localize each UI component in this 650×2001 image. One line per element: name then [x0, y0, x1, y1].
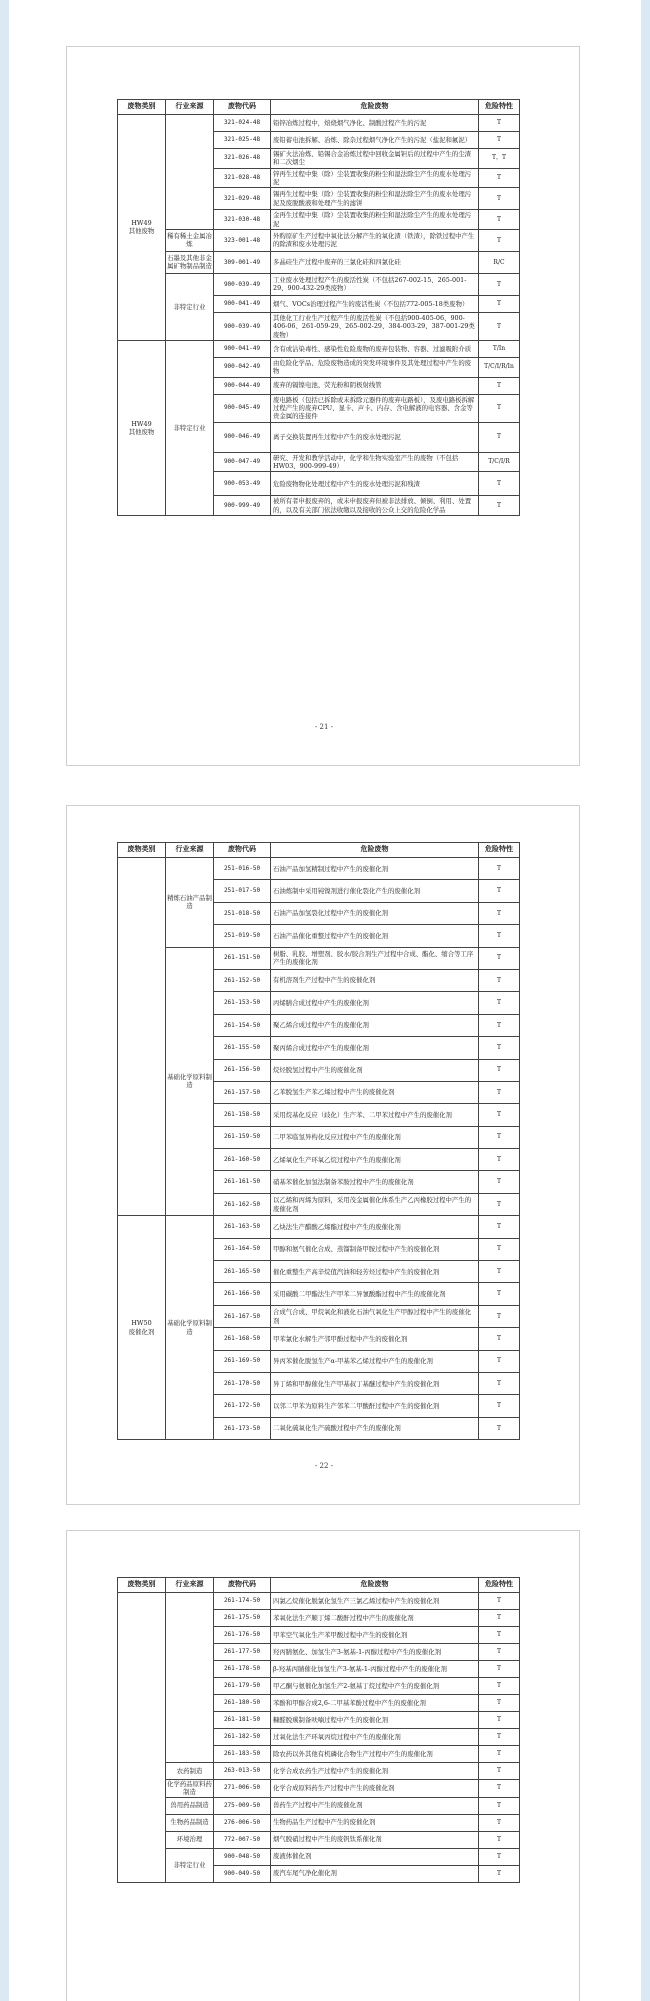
- waste-description: 工业废水处理过程产生的废活性炭（不包括267-002-15、265-001-29、900-432-29类废物）: [271, 273, 479, 295]
- table-row: [118, 947, 520, 969]
- waste-code: 261-183-50: [214, 1746, 271, 1763]
- hazard-property: T: [479, 210, 520, 230]
- table-row: [118, 229, 520, 251]
- source-cell: 基础化学原料制造: [166, 1216, 214, 1440]
- hazard-property: T: [479, 858, 520, 880]
- column-header: 行业来源: [166, 100, 214, 115]
- waste-description: 过氧化法生产环氧丙烷过程中产生的废催化剂: [271, 1729, 479, 1746]
- waste-code: 261-151-50: [214, 947, 271, 969]
- hazard-property: T: [479, 168, 520, 188]
- waste-code: 261-155-50: [214, 1037, 271, 1059]
- column-header: 危险特性: [479, 1578, 520, 1593]
- hazard-property: T: [479, 1081, 520, 1103]
- hazard-property: T: [479, 1037, 520, 1059]
- waste-description: 丙烯腈合成过程中产生的废催化剂: [271, 992, 479, 1014]
- hazard-property: T: [479, 1695, 520, 1712]
- document-page-21: [66, 46, 580, 766]
- source-cell: 精炼石油产品制造: [166, 858, 214, 948]
- waste-description: 含有或沾染毒性、感染性危险废物的废弃包装物、容器、过滤吸附介质: [271, 340, 479, 357]
- waste-code: 261-159-50: [214, 1126, 271, 1148]
- waste-description: 树脂、乳胶、增塑剂、胶水/胶合剂生产过程中合成、酯化、缩合等工序产生的废催化剂: [271, 947, 479, 969]
- waste-code: 900-042-49: [214, 357, 271, 377]
- hazard-property: T: [479, 902, 520, 924]
- waste-description: 生物药品生产过程中产生的废催化剂: [271, 1814, 479, 1831]
- hazard-property: T: [479, 1372, 520, 1394]
- category-cell: HW50 废催化剂: [118, 1216, 166, 1440]
- hazard-property: T: [479, 1171, 520, 1193]
- source-cell: 环境治理: [166, 1831, 214, 1848]
- hazard-property: T: [479, 1627, 520, 1644]
- waste-description: 化学合成原料药生产过程中产生的废催化剂: [271, 1780, 479, 1798]
- waste-description: 以乙烯和丙烯为原料，采用茂金属催化体系生产乙丙橡胶过程中产生的废催化剂: [271, 1193, 479, 1215]
- hazard-property: T: [479, 496, 520, 516]
- waste-description: 糠醛脱羰制备呋喃过程中产生的废催化剂: [271, 1712, 479, 1729]
- waste-description: 化学合成农药生产过程中产生的废催化剂: [271, 1763, 479, 1780]
- waste-code: 261-168-50: [214, 1328, 271, 1350]
- hazard-property: T: [479, 1283, 520, 1305]
- table-row: [118, 251, 520, 273]
- waste-code: 261-176-50: [214, 1627, 271, 1644]
- waste-code: 261-152-50: [214, 969, 271, 991]
- waste-code: 261-170-50: [214, 1372, 271, 1394]
- hazard-property: T: [479, 1865, 520, 1882]
- hazard-property: T: [479, 1593, 520, 1610]
- waste-description: 采用烷基化反应（歧化）生产苯、二甲苯过程中产生的废催化剂: [271, 1104, 479, 1126]
- waste-code: 323-001-48: [214, 229, 271, 251]
- waste-code: 900-049-50: [214, 1865, 271, 1882]
- hazard-property: T: [479, 1661, 520, 1678]
- waste-description: 乙炔法生产醋酸乙烯酯过程中产生的废催化剂: [271, 1216, 479, 1238]
- waste-code: 261-163-50: [214, 1216, 271, 1238]
- hazard-property: T: [479, 1395, 520, 1417]
- table-row: [118, 1593, 520, 1610]
- waste-description: 多晶硅生产过程中废弃的三氯化硅和四氯化硅: [271, 251, 479, 273]
- waste-description: 金再生过程中集（除）尘装置收集的粉尘和湿法除尘产生的废水处理污泥: [271, 210, 479, 230]
- waste-description: 乙烯氧化生产环氧乙烷过程中产生的废催化剂: [271, 1149, 479, 1171]
- waste-description: 由危险化学品、危险废物造成的突发环境事件及其处理过程中产生的废物: [271, 357, 479, 377]
- hazard-property: T: [479, 472, 520, 496]
- waste-description: 锡矿火法冶炼、铅锡合金冶炼过程中回收金属钽后的过程中产生的尘渣和二次烟尘: [271, 149, 479, 169]
- waste-description: 甲乙酮与氨催化加氢生产2-氨基丁烷过程中产生的废催化剂: [271, 1678, 479, 1695]
- waste-description: 铅锌冶炼过程中，焙烧烟气净化、制酸过程产生的污泥: [271, 115, 479, 132]
- waste-code: 261-177-50: [214, 1644, 271, 1661]
- table-row: [118, 1780, 520, 1798]
- hazard-property: T: [479, 295, 520, 312]
- hazard-property: T: [479, 273, 520, 295]
- waste-code: 263-013-50: [214, 1763, 271, 1780]
- waste-description: 研究、开发和教学活动中，化学和生物实验室产生的废物（不包括HW03、900-999-49）: [271, 452, 479, 472]
- waste-code: 261-174-50: [214, 1593, 271, 1610]
- source-cell: 化学药品原料药制造: [167, 1780, 212, 1797]
- hazardous-waste-table: [117, 99, 520, 516]
- waste-code: 900-045-49: [214, 394, 271, 422]
- hazard-property: T: [479, 1848, 520, 1865]
- column-header: 废物类别: [118, 1578, 166, 1593]
- waste-code: 261-178-50: [214, 1661, 271, 1678]
- column-header: 危险废物: [271, 1578, 479, 1593]
- waste-description: 苯酚和甲醇合成2,6-二甲基苯酚过程中产生的废催化剂: [271, 1695, 479, 1712]
- waste-description: 异丁烯和甲醇催化生产甲基叔丁基醚过程中产生的废催化剂: [271, 1372, 479, 1394]
- waste-code: 772-007-50: [214, 1831, 271, 1848]
- waste-description: 采用碳酸二甲酯法生产甲苯二异氰酸酯过程中产生的废催化剂: [271, 1283, 479, 1305]
- waste-code: 261-161-50: [214, 1171, 271, 1193]
- waste-description: 烟气、VOCs治理过程产生的废活性炭（不包括772-005-18类废物）: [271, 295, 479, 312]
- waste-code: 900-039-49: [214, 273, 271, 295]
- hazard-property: T: [479, 1350, 520, 1372]
- column-header: 废物类别: [118, 100, 166, 115]
- hazard-property: T: [479, 1797, 520, 1814]
- waste-code: 309-001-49: [214, 251, 271, 273]
- table-header-row: [118, 1578, 520, 1593]
- waste-code: 261-175-50: [214, 1610, 271, 1627]
- waste-description: 聚丙烯合成过程中产生的废催化剂: [271, 1037, 479, 1059]
- hazard-property: T: [479, 394, 520, 422]
- waste-code: 261-156-50: [214, 1059, 271, 1081]
- waste-code: 261-172-50: [214, 1395, 271, 1417]
- waste-description: 离子交换装置再生过程中产生的废水处理污泥: [271, 422, 479, 452]
- waste-code: 271-006-50: [214, 1780, 271, 1798]
- waste-code: 251-018-50: [214, 902, 271, 924]
- waste-description: 以邻二甲苯为原料生产邻苯二甲酸酐过程中产生的废催化剂: [271, 1395, 479, 1417]
- waste-code: 261-182-50: [214, 1729, 271, 1746]
- waste-description: 甲苯空气氧化生产苯甲酸过程中产生的废催化剂: [271, 1627, 479, 1644]
- hazard-property: T: [479, 925, 520, 947]
- category-cell: HW49 其他废物: [118, 340, 166, 515]
- source-cell: 生物药品制造: [166, 1814, 214, 1831]
- table-row: [118, 1848, 520, 1865]
- table-header-row: [118, 843, 520, 858]
- hazard-property: T: [479, 229, 520, 251]
- waste-description: 有机溶剂生产过程中产生的废催化剂: [271, 969, 479, 991]
- category-cell: [118, 858, 166, 1216]
- hazard-property: T/In: [479, 340, 520, 357]
- source-cell: [166, 1593, 214, 1763]
- hazard-property: T: [479, 1746, 520, 1763]
- waste-code: 251-016-50: [214, 858, 271, 880]
- hazard-property: T: [479, 1193, 520, 1215]
- hazard-property: T: [479, 188, 520, 210]
- waste-code: 261-165-50: [214, 1261, 271, 1283]
- waste-description: 被所有者申报废弃的，或未申报废弃但被非法排放、倾倒、利用、处置的，以及有关部门依法收缴以及接收的公众上交的危险化学品: [271, 496, 479, 516]
- column-header: 废物代码: [214, 843, 271, 858]
- waste-description: 废弃的镉镍电池、荧光粉和阴极射线管: [271, 377, 479, 394]
- source-cell: 稀有稀土金属冶炼: [166, 229, 214, 251]
- document-page-22: [66, 805, 580, 1505]
- waste-code: 275-009-50: [214, 1797, 271, 1814]
- hazard-property: T: [479, 1238, 520, 1260]
- waste-description: 废电路板（包括已拆除或未拆除元器件的废弃电路板），及废电路板拆解过程产生的废弃CPU、显卡、声卡、内存、含电解液的电容器、含金等贵金属的连接件: [271, 394, 479, 422]
- waste-code: 261-153-50: [214, 992, 271, 1014]
- waste-code: 276-006-50: [214, 1814, 271, 1831]
- waste-code: 261-173-50: [214, 1417, 271, 1439]
- waste-description: 二氧化硫氧化生产硫酸过程中产生的废催化剂: [271, 1417, 479, 1439]
- hazard-property: T: [479, 1678, 520, 1695]
- waste-description: 苯氧化法生产顺丁烯二酸酐过程中产生的废催化剂: [271, 1610, 479, 1627]
- waste-description: 石油产品加氢精制过程中产生的废催化剂: [271, 858, 479, 880]
- page-number: - 22 -: [314, 1462, 334, 1470]
- hazard-property: T: [479, 1729, 520, 1746]
- waste-code: 261-180-50: [214, 1695, 271, 1712]
- waste-description: 除农药以外其他有机磷化合物生产过程中产生的废催化剂: [271, 1746, 479, 1763]
- hazard-property: T: [479, 1216, 520, 1238]
- waste-description: 锡再生过程中集（除）尘装置收集的粉尘和湿法除尘产生的废水处理污泥及废脱酸液和处理产生的滤饼: [271, 188, 479, 210]
- column-header: 危险特性: [479, 843, 520, 858]
- hazard-property: T/C/I/R: [479, 452, 520, 472]
- hazard-property: T: [479, 1328, 520, 1350]
- source-cell: 非特定行业: [166, 1848, 214, 1882]
- waste-description: 废液体催化剂: [271, 1848, 479, 1865]
- waste-code: 321-029-48: [214, 188, 271, 210]
- waste-code: 900-048-50: [214, 1848, 271, 1865]
- waste-code: 900-041-49: [214, 295, 271, 312]
- column-header: 危险特性: [479, 100, 520, 115]
- waste-description: 甲苯氯化水解生产邻甲酚过程中产生的废催化剂: [271, 1328, 479, 1350]
- waste-code: 900-999-49: [214, 496, 271, 516]
- hazard-property: T: [479, 1149, 520, 1171]
- waste-code: 261-181-50: [214, 1712, 271, 1729]
- hazard-property: T，T: [479, 149, 520, 169]
- table-row: [118, 858, 520, 880]
- waste-description: 废汽车尾气净化催化剂: [271, 1865, 479, 1882]
- waste-code: 261-158-50: [214, 1104, 271, 1126]
- column-header: 危险废物: [271, 843, 479, 858]
- hazard-property: T: [479, 1126, 520, 1148]
- waste-code: 321-024-48: [214, 115, 271, 132]
- waste-code: 900-047-49: [214, 452, 271, 472]
- waste-code: 321-025-48: [214, 132, 271, 149]
- waste-description: 锌再生过程中集（除）尘装置收集的粉尘和湿法除尘产生的废水处理污泥: [271, 168, 479, 188]
- column-header: 危险废物: [271, 100, 479, 115]
- source-cell: 非特定行业: [166, 273, 214, 340]
- table-row: [118, 115, 520, 132]
- waste-code: 321-030-48: [214, 210, 271, 230]
- hazard-property: T: [479, 1644, 520, 1661]
- hazard-property: T: [479, 115, 520, 132]
- hazard-property: T: [479, 992, 520, 1014]
- waste-code: 261-160-50: [214, 1149, 271, 1171]
- hazard-property: T: [479, 1712, 520, 1729]
- waste-description: 四氯乙烷催化脱氯化氢生产三氯乙烯过程中产生的废催化剂: [271, 1593, 479, 1610]
- hazard-property: T: [479, 1610, 520, 1627]
- hazard-property: T/C/I/R/In: [479, 357, 520, 377]
- waste-code: 321-028-48: [214, 168, 271, 188]
- hazard-property: T: [479, 1831, 520, 1848]
- source-cell: 兽用药品制造: [166, 1797, 214, 1814]
- table-row: [118, 340, 520, 357]
- category-cell: [118, 1593, 166, 1883]
- hazard-property: T: [479, 880, 520, 902]
- hazard-property: R/C: [479, 251, 520, 273]
- waste-code: 321-026-48: [214, 149, 271, 169]
- hazard-property: T: [479, 1763, 520, 1780]
- waste-description: 石油产品加氢裂化过程中产生的废催化剂: [271, 902, 479, 924]
- waste-code: 261-154-50: [214, 1014, 271, 1036]
- hazard-property: T: [479, 1104, 520, 1126]
- column-header: 行业来源: [166, 1578, 214, 1593]
- table-row: [118, 1216, 520, 1238]
- table-row: [118, 273, 520, 295]
- waste-code: 900-041-49: [214, 340, 271, 357]
- waste-description: 甲醇和氨气催化合成、蒸馏制备甲胺过程中产生的废催化剂: [271, 1238, 479, 1260]
- hazard-property: T: [479, 1261, 520, 1283]
- waste-code: 261-164-50: [214, 1238, 271, 1260]
- source-cell: 非特定行业: [166, 340, 214, 515]
- waste-description: 聚乙烯合成过程中产生的废催化剂: [271, 1014, 479, 1036]
- hazard-property: T: [479, 132, 520, 149]
- hazard-property: T: [479, 1814, 520, 1831]
- table-row: [118, 1814, 520, 1831]
- hazard-property: T: [479, 1059, 520, 1081]
- waste-description: 二甲苯临氢异构化反应过程中产生的废催化剂: [271, 1126, 479, 1148]
- table-row: [118, 1831, 520, 1848]
- column-header: 废物代码: [214, 100, 271, 115]
- hazard-property: T: [479, 1780, 520, 1798]
- table-row: [118, 1797, 520, 1814]
- waste-description: 烟气脱硝过程中产生的废钒钛系催化剂: [271, 1831, 479, 1848]
- table-header-row: [118, 100, 520, 115]
- table-row: [118, 1763, 520, 1780]
- waste-description: β-羟基丙腈催化加氢生产3-氨基-1-丙醇过程中产生的废催化剂: [271, 1661, 479, 1678]
- hazard-property: T: [479, 1417, 520, 1439]
- column-header: 废物类别: [118, 843, 166, 858]
- hazard-property: T: [479, 312, 520, 340]
- waste-description: 石油产品催化重整过程中产生的废催化剂: [271, 925, 479, 947]
- waste-description: 石油炼制中采用钝镍剂进行催化裂化产生的废催化剂: [271, 880, 479, 902]
- waste-description: 催化重整生产高辛烷值汽油和轻芳烃过程中产生的废催化剂: [271, 1261, 479, 1283]
- waste-code: 900-053-49: [214, 472, 271, 496]
- hazard-property: T: [479, 947, 520, 969]
- page-number: - 21 -: [314, 723, 334, 731]
- hazard-property: T: [479, 1305, 520, 1327]
- waste-description: 烷烃脱氢过程中产生的废催化剂: [271, 1059, 479, 1081]
- waste-code: 261-167-50: [214, 1305, 271, 1327]
- source-cell: [166, 115, 214, 230]
- waste-description: 合成气合成、甲烷氧化和液化石油气氧化生产甲醇过程中产生的废催化剂: [271, 1305, 479, 1327]
- waste-code: 900-046-49: [214, 422, 271, 452]
- waste-code: 261-179-50: [214, 1678, 271, 1695]
- hazard-property: T: [479, 969, 520, 991]
- waste-description: 硝基苯催化加氢法制备苯胺过程中产生的废催化剂: [271, 1171, 479, 1193]
- waste-description: 废铅蓄电池拆解、冶炼、除杂过程烟气净化产生的污泥（盐泥和氟泥）: [271, 132, 479, 149]
- waste-description: 危险废物物化处理过程中产生的废水处理污泥和残渣: [271, 472, 479, 496]
- hazard-property: T: [479, 1014, 520, 1036]
- waste-description: 乙苯脱氢生产苯乙烯过程中产生的废催化剂: [271, 1081, 479, 1103]
- waste-description: 其他化工行业生产过程产生的废活性炭（不包括900-405-06、900-406-06、261-059-29、265-002-29、384-003-29、387-001-29类废物）: [271, 312, 479, 340]
- document-page-23: [66, 1530, 580, 2001]
- source-cell: 石墨及其他非金属矿物制品制造: [166, 251, 214, 273]
- waste-code: 900-039-49: [214, 312, 271, 340]
- hazardous-waste-table: [117, 1577, 520, 1883]
- waste-code: 251-019-50: [214, 925, 271, 947]
- hazard-property: T: [479, 422, 520, 452]
- source-cell: 农药制造: [166, 1763, 214, 1780]
- waste-description: 异丙苯催化脱氢生产α-甲基苯乙烯过程中产生的废催化剂: [271, 1350, 479, 1372]
- waste-code: 251-017-50: [214, 880, 271, 902]
- column-header: 废物代码: [214, 1578, 271, 1593]
- waste-code: 900-044-49: [214, 377, 271, 394]
- waste-code: 261-162-50: [214, 1193, 271, 1215]
- hazard-property: T: [479, 377, 520, 394]
- category-cell: HW49 其他废物: [118, 115, 166, 341]
- waste-description: 羟丙腈氨化、加氢生产3-氨基-1-丙醇过程中产生的废催化剂: [271, 1644, 479, 1661]
- hazardous-waste-table: [117, 842, 520, 1440]
- waste-description: 兽药生产过程中产生的废催化剂: [271, 1797, 479, 1814]
- column-header: 行业来源: [166, 843, 214, 858]
- waste-code: 261-157-50: [214, 1081, 271, 1103]
- waste-code: 261-169-50: [214, 1350, 271, 1372]
- source-cell: 基础化学原料制造: [166, 947, 214, 1216]
- waste-description: 外购原矿生产过程中氧化法分解产生的氧化渣（铁渣），除铁过程中产生的除渣和废水处理污泥: [271, 229, 479, 251]
- waste-code: 261-166-50: [214, 1283, 271, 1305]
